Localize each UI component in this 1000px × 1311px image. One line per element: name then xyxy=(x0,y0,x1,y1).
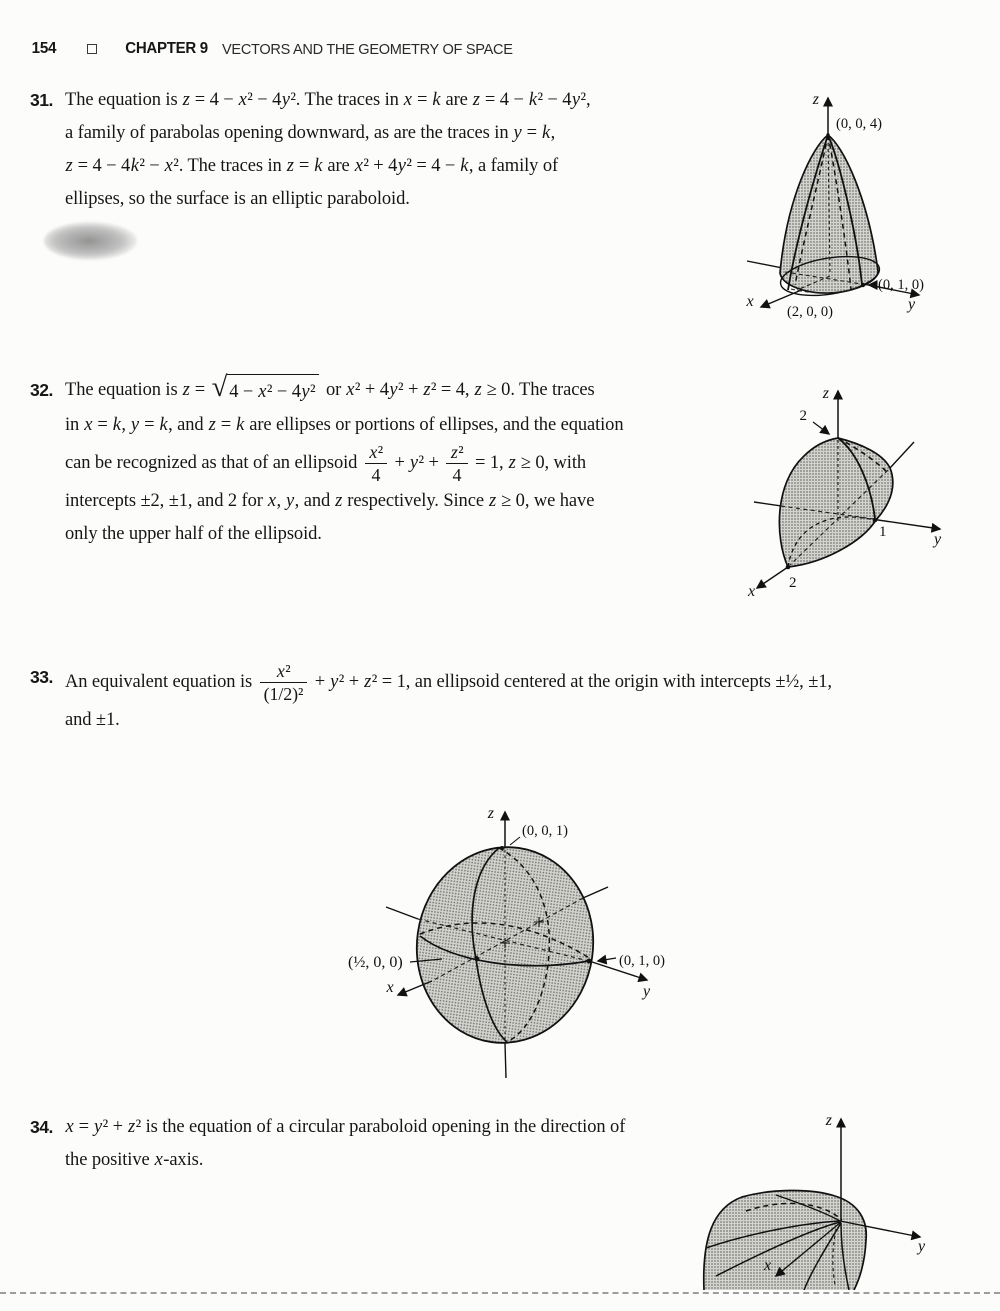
chapter-label: CHAPTER 9 xyxy=(125,40,208,57)
half-ellipsoid-surface xyxy=(779,438,892,567)
problem-32 xyxy=(30,371,730,551)
x-value-label: 2 xyxy=(789,575,797,591)
problem-text xyxy=(65,371,730,551)
apex-pointer xyxy=(813,422,829,434)
problem-text xyxy=(65,1111,730,1177)
y-intercept-label: (0, 1, 0) xyxy=(619,953,665,969)
text-line: can be recognized as that of an ellipsoid $\frac{\text{x²}}{4}$ + y² + $\frac{\text{z²}}{4}$ = 1, z ≥ 0, with xyxy=(65,442,587,486)
eraser-smudge-artifact xyxy=(44,222,137,260)
text-line: The equation is z = 4 − x² − 4y². The traces in x = k are z = 4 − k² − 4y², xyxy=(65,90,591,110)
z-axis-label: z xyxy=(487,805,494,822)
y-intercept-dot xyxy=(587,959,592,964)
y-value-label: 1 xyxy=(879,524,887,540)
text-line: intercepts ±2, ±1, and 2 for x, y, and z respectively. Since z ≥ 0, we have xyxy=(65,491,595,512)
figure-34-circular-paraboloid xyxy=(690,1110,1000,1290)
problem-31 xyxy=(30,84,730,216)
x-intercept-dot xyxy=(475,957,480,962)
problem-number: 34. xyxy=(30,1117,53,1137)
text-line: a family of parabolas opening downward, as are the traces in y = k, xyxy=(65,123,556,143)
x-axis-back-extension xyxy=(583,887,608,898)
x-axis-label: x xyxy=(746,293,754,310)
page-header xyxy=(31,40,522,58)
y-intercept-label: (0, 1, 0) xyxy=(878,277,924,293)
apex-dot xyxy=(826,133,829,136)
y-axis-label: y xyxy=(918,1238,926,1255)
y-axis-label: y xyxy=(934,531,942,548)
problem-number: 32. xyxy=(30,380,53,400)
z-axis-label: z xyxy=(812,91,819,108)
text-line: and ±1. xyxy=(65,710,120,731)
x-intercept-label: (½, 0, 0) xyxy=(348,954,403,971)
figure-31-elliptic-paraboloid xyxy=(735,85,1000,335)
problem-number: 33. xyxy=(30,667,53,687)
chapter-title: VECTORS AND THE GEOMETRY OF SPACE xyxy=(221,40,513,58)
text-line: An equivalent equation is $\frac{\text{x²}}{\text{(1/2)²}}$ + y² + z² = 1, an ellipsoid centered at the origin with intercepts ±½, ±1, xyxy=(65,661,832,705)
text-line: in x = k, y = k, and z = k are ellipses or portions of ellipses, and the equation xyxy=(65,415,624,435)
text-line: the positive x-axis. xyxy=(65,1150,204,1170)
problem-text xyxy=(65,661,990,737)
y-axis-label: y xyxy=(908,296,916,313)
apex-label: (0, 0, 1) xyxy=(522,823,568,839)
problem-33 xyxy=(30,661,990,737)
z-value-label: 2 xyxy=(799,408,807,424)
page-bottom-scan-edge xyxy=(0,1292,1000,1294)
x-intercept-label: (2, 0, 0) xyxy=(787,304,833,320)
z-axis-label: z xyxy=(822,385,829,402)
x-axis-back-extension xyxy=(890,442,914,468)
y-intercept-dot xyxy=(873,518,878,523)
x-axis-label: x xyxy=(386,979,394,996)
x-axis-label: x xyxy=(764,1257,772,1274)
apex-label: (0, 0, 4) xyxy=(836,116,882,132)
paraboloid-surface xyxy=(780,135,878,293)
y-intercept-dot xyxy=(861,283,865,287)
x-axis xyxy=(757,567,788,588)
text-line: The equation is z = √ 4 − x² − 4y² or x² + 4y² + z² = 4, z ≥ 0. The traces xyxy=(65,374,730,409)
figure-32-half-ellipsoid xyxy=(740,380,1000,615)
text-line: only the upper half of the ellipsoid. xyxy=(65,524,322,545)
x-intercept-dot xyxy=(786,565,791,570)
figure-33-ellipsoid xyxy=(340,795,710,1085)
page-number: 154 xyxy=(31,40,57,57)
text-line: ellipses, so the surface is an elliptic paraboloid. xyxy=(65,189,410,209)
z-axis-below xyxy=(505,1043,506,1078)
section-square-icon xyxy=(87,44,97,54)
text-line: x = y² + z² is the equation of a circular paraboloid opening in the direction of xyxy=(65,1117,626,1137)
y-axis-back-extension xyxy=(386,907,418,919)
problem-number: 31. xyxy=(30,90,53,110)
text-line: z = 4 − 4k² − x². The traces in z = k are x² + 4y² = 4 − k, a family of xyxy=(65,156,559,176)
x-axis-label: x xyxy=(748,583,756,600)
y-intercept-pointer xyxy=(598,958,616,961)
apex-dot xyxy=(500,846,504,850)
problem-text xyxy=(65,84,730,216)
y-axis-label: y xyxy=(643,983,651,1000)
apex-leader xyxy=(510,837,520,845)
problem-34 xyxy=(30,1111,730,1177)
z-axis-label: z xyxy=(825,1112,832,1129)
